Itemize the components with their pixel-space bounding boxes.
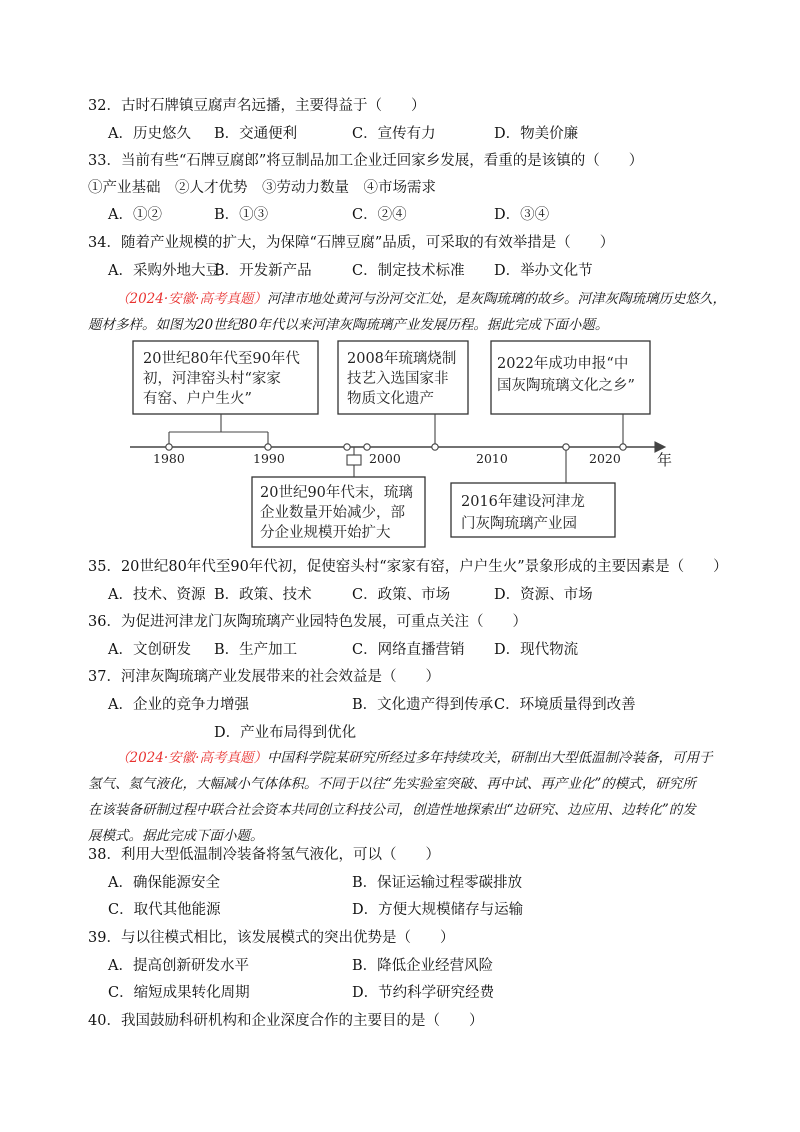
material-1	[88, 286, 752, 338]
q34-option-c: C．制定技术标准	[352, 263, 465, 279]
box-2-line-2: 技艺入选国家非	[347, 371, 449, 387]
q36-stem: 36．为促进河津龙门灰陶琉璃产业园特色发展，可重点关注（ ）	[88, 614, 527, 630]
timeline-figure	[125, 335, 673, 550]
q36-option-b: B．生产加工	[214, 642, 298, 658]
box-3-line-1: 2022年成功申报“中	[497, 356, 629, 372]
q32-option-b: B．交通便利	[214, 126, 298, 142]
q32-option-c: C．宣传有力	[352, 126, 436, 142]
q35-option-d: D．资源、市场	[494, 587, 593, 603]
tick-1980: 1980	[153, 451, 185, 466]
material-2-line-4: 展模式。据此完成下面小题。	[88, 828, 264, 844]
q35-option-b: B．政策、技术	[214, 587, 312, 603]
q36-option-c: C．网络直播营销	[352, 642, 465, 658]
box-4-line-3: 分企业规模开始扩大	[260, 525, 391, 541]
material-2-line-1: 中国科学院某研究所经过多年持续攻关，研制出大型低温制冷装备，可用于	[266, 750, 713, 766]
tick-1990: 1990	[253, 451, 285, 466]
box-5-line-1: 2016年建设河津龙	[461, 494, 585, 510]
box-4-line-2: 企业数量开始减少，部	[260, 505, 405, 521]
q39-option-b: B．降低企业经营风险	[352, 958, 494, 974]
q34-option-a: A．采购外地大豆	[108, 263, 220, 279]
q33-option-b: B．①③	[214, 207, 269, 223]
q35-option-a: A．技术、资源	[108, 587, 206, 603]
q35-stem: 35．20世纪80年代至90年代初，促使窑头村“家家有窑，户户生火”景象形成的主要因素是（ ）	[88, 559, 728, 575]
q38-option-b: B．保证运输过程零碳排放	[352, 875, 523, 891]
axis-unit: 年	[657, 451, 673, 469]
q33-stem: 33．当前有些“石牌豆腐郎”将豆制品加工企业迁回家乡发展，看重的是该镇的（ ）	[88, 153, 644, 169]
q32-option-a: A．历史悠久	[108, 126, 191, 142]
q32-stem: 32．古时石牌镇豆腐声名远播，主要得益于（ ）	[88, 98, 426, 114]
box-3-line-2: 国灰陶琉璃文化之乡”	[497, 378, 635, 394]
q35-option-c: C．政策、市场	[352, 587, 451, 603]
q39-option-c: C．缩短成果转化周期	[108, 985, 250, 1001]
box-5-line-2: 门灰陶琉璃产业园	[461, 516, 577, 532]
q38-option-d: D．方便大规模储存与运输	[352, 902, 524, 918]
q40-stem: 40．我国鼓励科研机构和企业深度合作的主要目的是（ ）	[88, 1013, 484, 1029]
box-1-line-3: 有窑、户户生火”	[143, 391, 252, 407]
q33-items: ①产业基础 ②人才优势 ③劳动力数量 ④市场需求	[88, 180, 436, 196]
box-2-line-3: 物质文化遗产	[347, 391, 434, 407]
q33-option-a: A．①②	[108, 207, 162, 223]
q37-option-d: D．产业布局得到优化	[214, 725, 357, 741]
q34-option-d: D．举办文化节	[494, 263, 593, 279]
box-4-line-1: 20世纪90年代末，琉璃	[260, 485, 413, 501]
material-2	[88, 745, 752, 849]
q39-option-d: D．节约科学研究经费	[352, 985, 495, 1001]
box-2-line-1: 2008年琉璃烧制	[347, 351, 457, 367]
q39-option-a: A．提高创新研发水平	[108, 958, 249, 974]
q33-option-d: D．③④	[494, 207, 550, 223]
material-2-line-3: 在该装备研制过程中联合社会资本共同创立科技公司，创造性地探索出“边研究、边应用、边转化”的发	[88, 802, 696, 818]
q37-option-a: A．企业的竞争力增强	[108, 697, 249, 713]
q32-option-d: D．物美价廉	[494, 126, 579, 142]
source-tag: （2024·安徽·高考真题）	[116, 291, 267, 307]
q36-option-d: D．现代物流	[494, 642, 579, 658]
q38-option-a: A．确保能源安全	[108, 875, 220, 891]
q37-option-c: C．环境质量得到改善	[494, 697, 636, 713]
q34-option-b: B．开发新产品	[214, 263, 312, 279]
material-2-line-2: 氢气、氦气液化，大幅减小气体体积。不同于以往“先实验室突破、再中试、再产业化”的模式，研究所	[88, 776, 696, 792]
material-1-line-1: 河津市地处黄河与汾河交汇处，是灰陶琉璃的故乡。河津灰陶琉璃历史悠久，	[266, 291, 726, 307]
material-1-line-2: 题材多样。如图为20世纪80年代以来河津灰陶琉璃产业发展历程。据此完成下面小题。	[88, 317, 609, 333]
tick-2010: 2010	[476, 451, 508, 466]
q37-stem: 37．河津灰陶琉璃产业发展带来的社会效益是（ ）	[88, 669, 440, 685]
source-tag-2: （2024·安徽·高考真题）	[116, 750, 267, 766]
q39-stem: 39．与以往模式相比，该发展模式的突出优势是（ ）	[88, 930, 455, 946]
tick-2000: 2000	[369, 451, 401, 466]
q38-option-c: C．取代其他能源	[108, 902, 221, 918]
tick-2020: 2020	[589, 451, 621, 466]
q36-option-a: A．文创研发	[108, 642, 191, 658]
q34-stem: 34．随着产业规模的扩大，为保障“石牌豆腐”品质，可采取的有效举措是（ ）	[88, 235, 615, 251]
box-1-line-2: 初，河津窑头村“家家	[143, 371, 281, 387]
box-1-line-1: 20世纪80年代至90年代	[143, 351, 300, 367]
q38-stem: 38．利用大型低温制冷装备将氢气液化，可以（ ）	[88, 847, 440, 863]
q37-option-b: B．文化遗产得到传承	[352, 697, 494, 713]
q33-option-c: C．②④	[352, 207, 407, 223]
